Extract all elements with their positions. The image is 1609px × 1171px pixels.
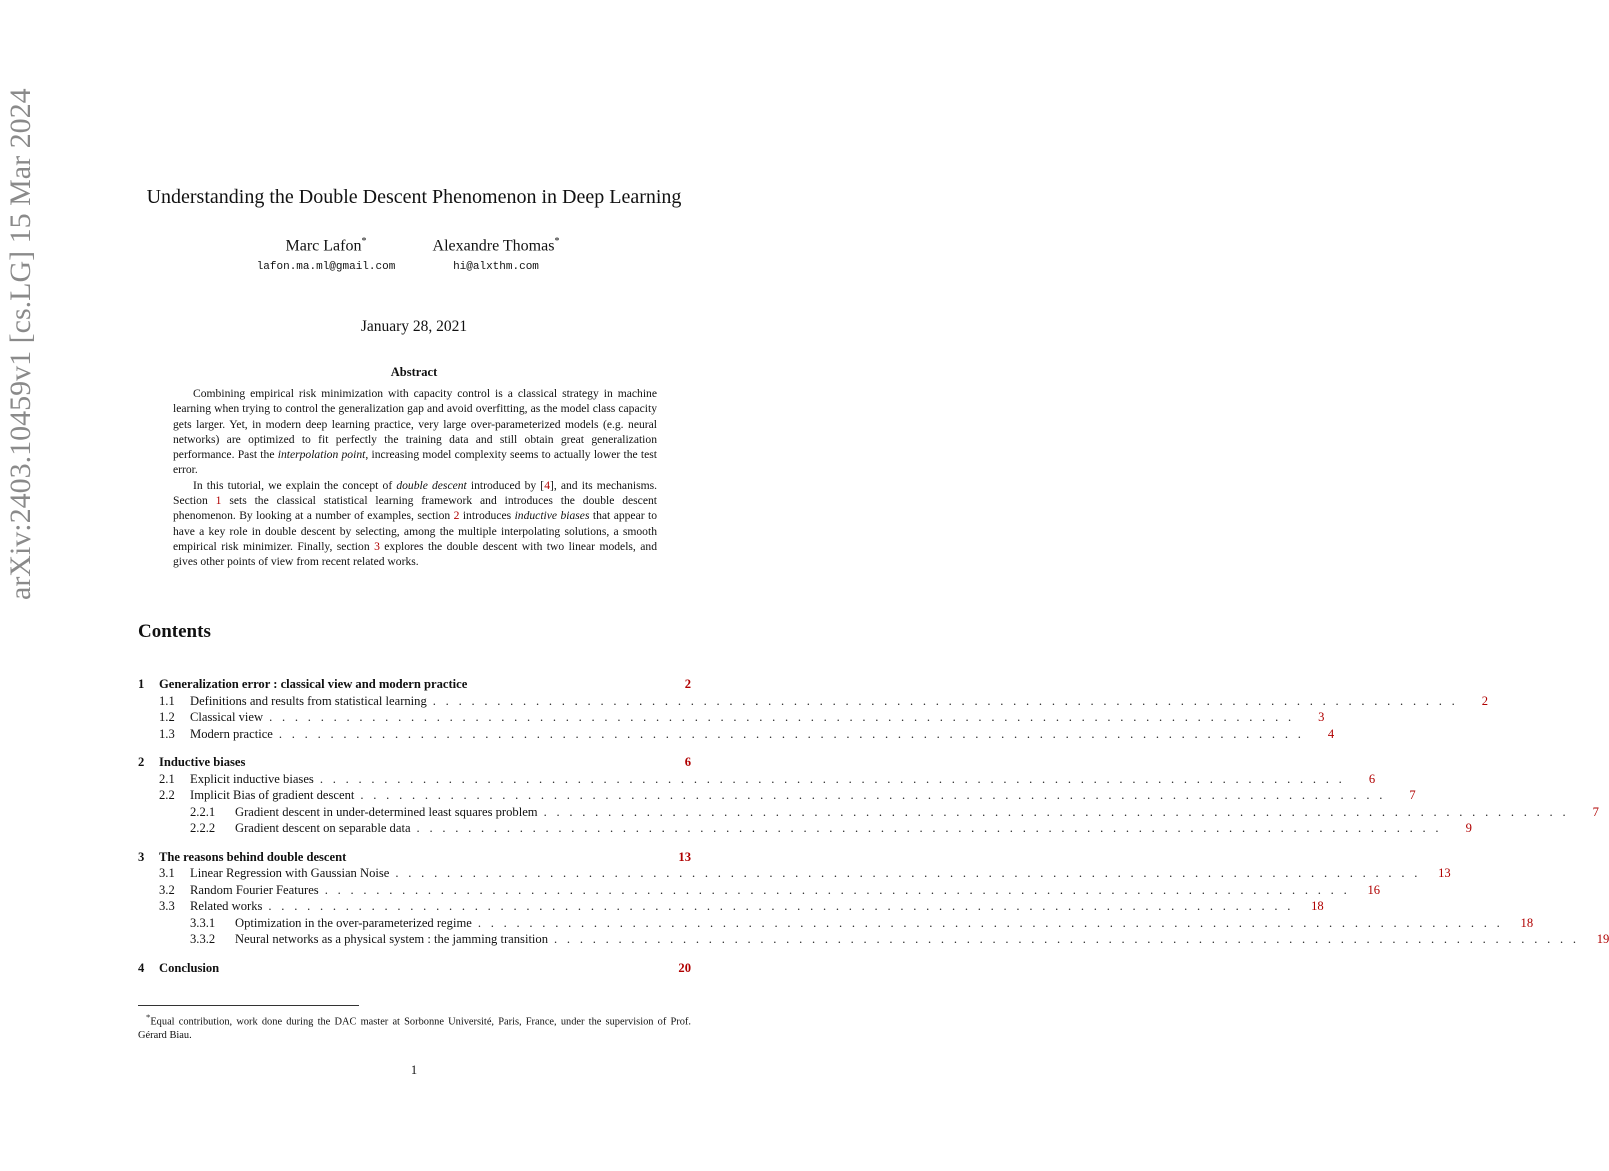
toc-entry-3-3[interactable] [138, 898, 1324, 915]
toc-page-link[interactable]: 7 [1592, 804, 1599, 819]
toc-page-link[interactable]: 2 [684, 677, 691, 691]
toc-number: 1.3 [159, 726, 175, 741]
toc-label: Linear Regression with Gaussian Noise [190, 866, 390, 880]
toc-label: Gradient descent in under-determined least squares problem [235, 804, 538, 819]
toc-leader-dots: . . . . . . . . . . . . . . . . . . . . . . . . . . . . . . . . . . . . . . . . . . . . . . . . . . . . . . . . . . . . . . . . . . . . . . . . . . . . . . . . [324, 882, 1351, 897]
toc-label: Conclusion [159, 960, 220, 975]
toc-entry-3-3-1[interactable] [138, 915, 1534, 932]
toc-leader-dots: . . . . . . . . . . . . . . . . . . . . . . . . . . . . . . . . . . . . . . . . . . . . . . . . . . . . . . . . . . . . . . . . . . . . . . . . . . . . . . . . [416, 821, 1442, 835]
toc-entry-2-2-1[interactable] [138, 804, 1599, 821]
toc-page-link[interactable]: 18 [1311, 899, 1324, 913]
footnote-rule [138, 1005, 359, 1006]
footnote: *Equal contribution, work done during the DAC master at Sorbonne Université, Paris, France, under the supervision of Prof. Gérard Biau. [138, 1012, 691, 1042]
toc-entry-3-1[interactable] [138, 865, 1451, 882]
toc-number: 3.3.1 [190, 915, 216, 930]
toc-number: 2 [138, 755, 145, 769]
toc-label: Gradient descent on separable data [235, 821, 411, 835]
toc-leader-dots: . . . . . . . . . . . . . . . . . . . . . . . . . . . . . . . . . . . . . . . . . . . . . . . . . . . . . . . . . . . . . . . . . . . . . . . . . . . . . . . . [360, 788, 1386, 802]
toc-leader-dots: . . . . . . . . . . . . . . . . . . . . . . . . . . . . . . . . . . . . . . . . . . . . . . . . . . . . . . . . . . . . . . . . . . . . . . . . . . . . . . . . [477, 915, 1504, 930]
toc-page-link[interactable]: 20 [678, 960, 691, 975]
abstract-body [173, 386, 657, 570]
toc-label: Explicit inductive biases [190, 771, 314, 786]
toc-page-link[interactable]: 18 [1520, 915, 1534, 930]
toc-number: 3.1 [159, 866, 175, 880]
toc-number: 2.2.1 [190, 804, 216, 819]
toc-leader-dots: . . . . . . . . . . . . . . . . . . . . . . . . . . . . . . . . . . . . . . . . . . . . . . . . . . . . . . . . . . . . . . . . . . . . . . . . . . . . . . . . [543, 804, 1569, 819]
table-of-contents [138, 676, 1609, 976]
toc-leader-dots: . . . . . . . . . . . . . . . . . . . . . . . . . . . . . . . . . . . . . . . . . . . . . . . . . . . . . . . . . . . . . . . . . . . . . . . . . . . . . . . . [432, 693, 1459, 708]
toc-entry-2-2-2[interactable] [138, 820, 1472, 837]
toc-label: Classical view [190, 710, 264, 724]
toc-page-link[interactable]: 3 [1318, 710, 1325, 724]
toc-leader-dots: . . . . . . . . . . . . . . . . . . . . . . . . . . . . . . . . . . . . . . . . . . . . . . . . . . . . . . . . . . . . . . . . . . . . . . . . . . . . . . . . [269, 710, 1295, 724]
toc-number: 3.2 [159, 882, 175, 897]
abstract-paragraph-2: In this tutorial, we explain the concept of double descent introduced by [4], and its mechanisms. Section 1 sets the classical statistical learning framework and introduces the double descent phenomenon. By looking at a number of examples, section 2 introduces inductive biases that appear to have a key role in double descent by selecting, among the multiple interpolating solutions, a smooth empirical risk minimizer. Finally, section 3 explores the double descent with two linear models, and gives other points of view from recent related works. [173, 478, 658, 569]
toc-number: 1.1 [159, 693, 175, 708]
toc-label: Inductive biases [159, 755, 246, 769]
toc-leader-dots: . . . . . . . . . . . . . . . . . . . . . . . . . . . . . . . . . . . . . . . . . . . . . . . . . . . . . . . . . . . . . . . . . . . . . . . . . . . . . . . . [268, 899, 1294, 913]
toc-label: Optimization in the over-parameterized regime [235, 915, 472, 930]
toc-page-link[interactable]: 13 [678, 849, 691, 864]
toc-page-link[interactable]: 7 [1409, 788, 1416, 802]
toc-page-link[interactable]: 16 [1367, 882, 1381, 897]
toc-entry-1-1[interactable] [138, 693, 1489, 710]
toc-number: 3.3.2 [190, 932, 216, 946]
toc-label: Random Fourier Features [190, 882, 319, 897]
toc-number: 3.3 [159, 899, 175, 913]
paper-date: January 28, 2021 [360, 318, 468, 335]
toc-page-link[interactable]: 9 [1465, 821, 1472, 835]
toc-page-link[interactable]: 6 [684, 755, 691, 769]
toc-page-link[interactable]: 4 [1327, 726, 1335, 741]
toc-number: 1 [138, 677, 145, 691]
paper-title: Understanding the Double Descent Phenomenon in Deep Learning [146, 186, 682, 208]
author-2 [396, 236, 596, 273]
toc-entry-1-3[interactable] [138, 726, 1335, 743]
toc-page-link[interactable]: 6 [1368, 771, 1376, 786]
toc-page-link[interactable]: 13 [1438, 866, 1451, 880]
contents-heading: Contents [138, 621, 211, 642]
toc-number: 2.2 [159, 788, 175, 802]
toc-leader-dots: . . . . . . . . . . . . . . . . . . . . . . . . . . . . . . . . . . . . . . . . . . . . . . . . . . . . . . . . . . . . . . . . . . . . . . . . . . . . . . . . [278, 726, 1305, 741]
page-number: 1 [410, 1063, 418, 1077]
toc-entry-4[interactable] [138, 960, 691, 977]
abstract-heading: Abstract [390, 365, 438, 379]
author-email[interactable]: lafon.ma.ml@gmail.com [256, 261, 396, 274]
toc-label: Implicit Bias of gradient descent [190, 788, 355, 802]
arxiv-stamp: arXiv:2403.10459v1 [cs.LG] 15 Mar 2024 [4, 88, 37, 600]
author-email[interactable]: hi@alxthm.com [453, 261, 539, 274]
toc-label: Related works [190, 899, 263, 913]
toc-leader-dots: . . . . . . . . . . . . . . . . . . . . . . . . . . . . . . . . . . . . . . . . . . . . . . . . . . . . . . . . . . . . . . . . . . . . . . . . . . . . . . . . [395, 866, 1421, 880]
author-name: Marc Lafon* [285, 236, 367, 255]
toc-label: Modern practice [190, 726, 273, 741]
toc-entry-2-2[interactable] [138, 787, 1416, 804]
toc-number: 3 [138, 849, 145, 864]
author-name: Alexandre Thomas* [432, 236, 560, 255]
toc-entry-2-1[interactable] [138, 771, 1376, 788]
toc-leader-dots: . . . . . . . . . . . . . . . . . . . . . . . . . . . . . . . . . . . . . . . . . . . . . . . . . . . . . . . . . . . . . . . . . . . . . . . . . . . . . . . . [554, 932, 1580, 946]
toc-label: Generalization error : classical view and modern practice [159, 677, 468, 691]
abstract-paragraph-1: Combining empirical risk minimization with capacity control is a classical strategy in machine learning when trying to control the generalization gap and avoid overfitting, as the model class capacity gets larger. Yet, in modern deep learning practice, very large over-parameterized models (e.g. neural networks) are optimized to fit perfectly the training data and still obtain great generalization performance. Past the interpolation point, increasing model complexity seems to actually lower the test error. [173, 387, 657, 477]
toc-entry-2[interactable] [138, 754, 691, 771]
toc-entry-1-2[interactable] [138, 709, 1325, 726]
toc-page-link[interactable]: 2 [1481, 693, 1489, 708]
toc-entry-3[interactable] [138, 849, 691, 866]
toc-label: The reasons behind double descent [159, 849, 347, 864]
toc-leader-dots: . . . . . . . . . . . . . . . . . . . . . . . . . . . . . . . . . . . . . . . . . . . . . . . . . . . . . . . . . . . . . . . . . . . . . . . . . . . . . . . . [319, 771, 1346, 786]
toc-page-link[interactable]: 19 [1596, 932, 1609, 946]
toc-entry-1[interactable] [138, 676, 691, 693]
toc-entry-3-2[interactable] [138, 882, 1381, 899]
toc-number: 1.2 [159, 710, 175, 724]
toc-number: 2.1 [159, 771, 175, 786]
toc-number: 2.2.2 [190, 821, 216, 835]
toc-label: Definitions and results from statistical learning [190, 693, 427, 708]
toc-number: 4 [138, 960, 145, 975]
toc-entry-3-3-2[interactable] [138, 931, 1609, 948]
toc-label: Neural networks as a physical system : the jamming transition [235, 932, 549, 946]
